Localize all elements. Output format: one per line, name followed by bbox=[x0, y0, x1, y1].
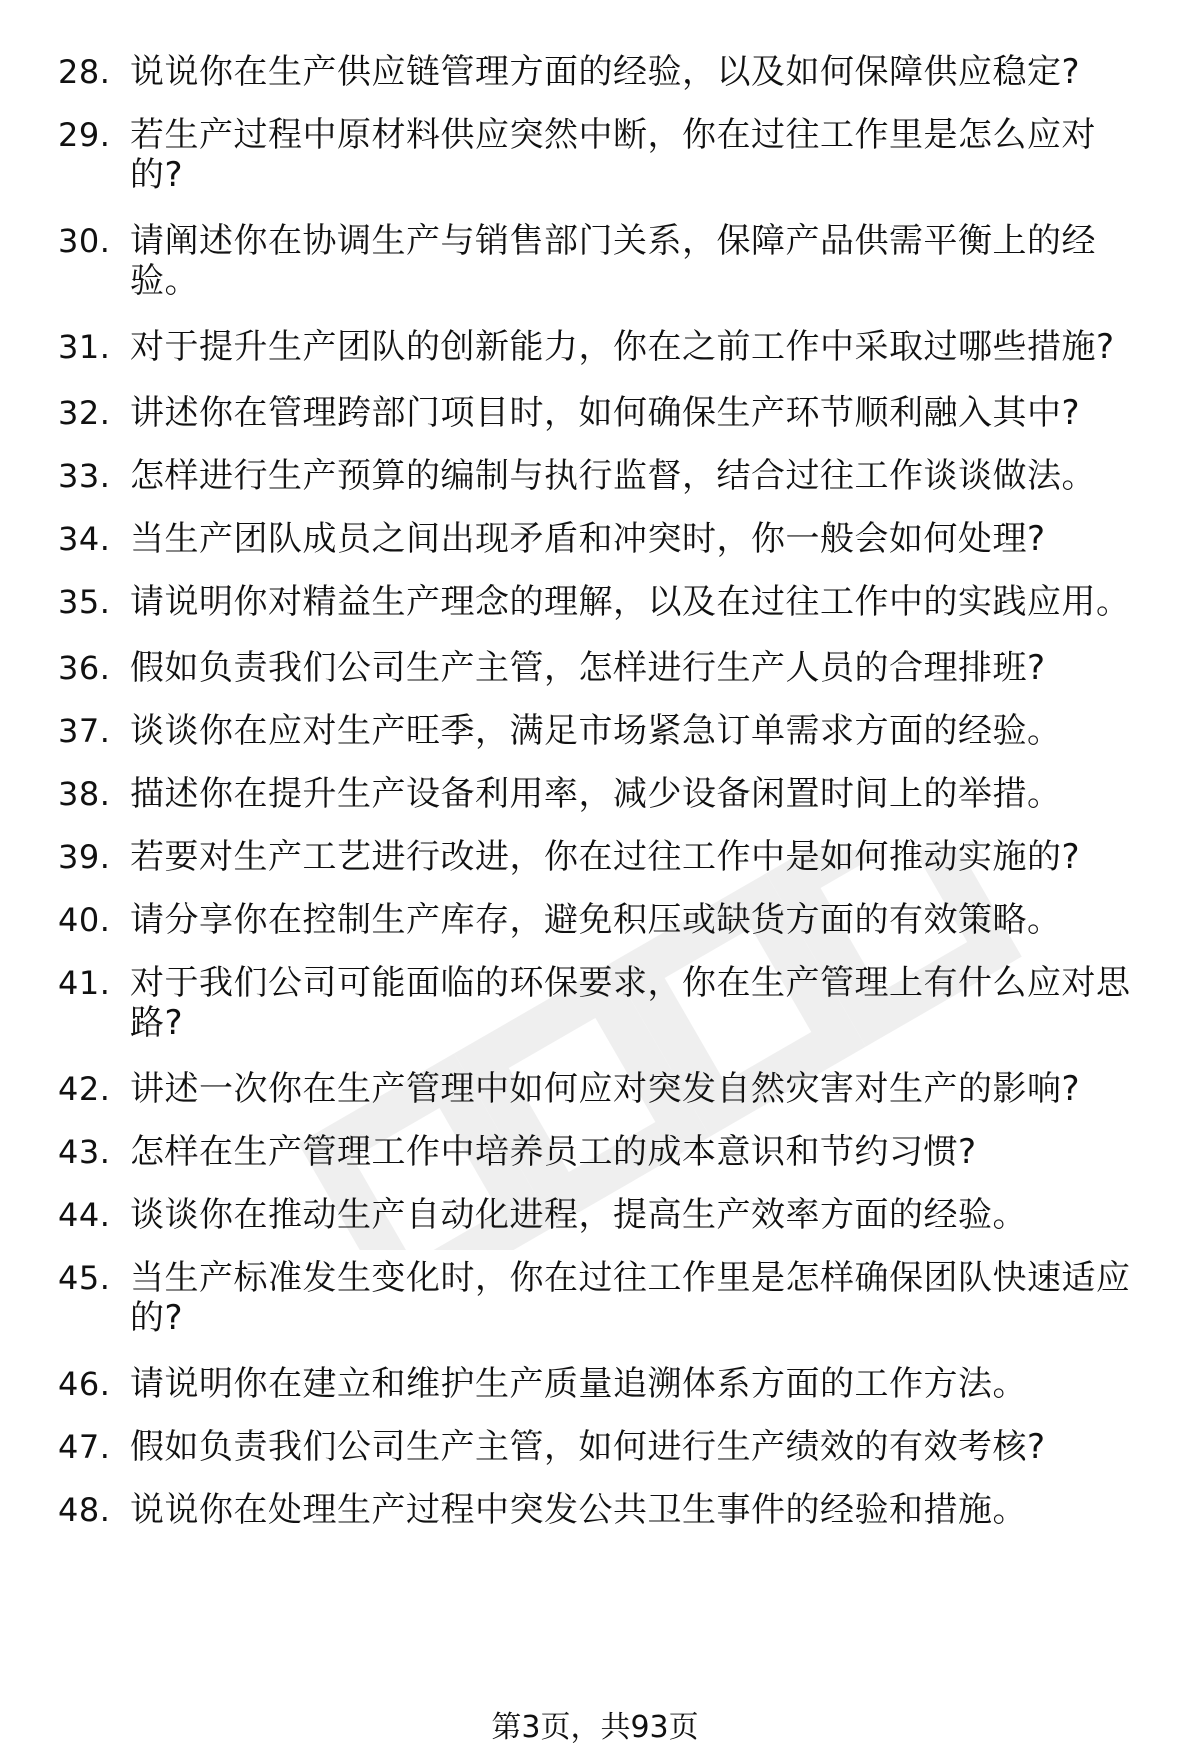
question-item bbox=[58, 1069, 1148, 1109]
question-number: 41. bbox=[58, 964, 111, 1002]
question-number: 44. bbox=[58, 1196, 111, 1234]
question-number: 36. bbox=[58, 649, 111, 687]
question-text: 说说你在生产供应链管理方面的经验，以及如何保障供应稳定? bbox=[130, 52, 1081, 92]
question-text: 描述你在提升生产设备利用率，减少设备闲置时间上的举措。 bbox=[130, 774, 1062, 814]
question-text: 对于提升生产团队的创新能力，你在之前工作中采取过哪些措施? bbox=[130, 327, 1115, 367]
page-footer: 第3页，共93页 bbox=[491, 1710, 699, 1745]
question-number: 30. bbox=[58, 222, 111, 260]
question-number: 39. bbox=[58, 838, 111, 876]
question-item bbox=[58, 837, 1148, 877]
question-item bbox=[58, 1490, 1148, 1530]
question-number: 43. bbox=[58, 1133, 111, 1171]
question-item bbox=[58, 456, 1148, 496]
question-text: 谈谈你在推动生产自动化进程，提高生产效率方面的经验。 bbox=[130, 1195, 1027, 1235]
question-number: 45. bbox=[58, 1259, 111, 1297]
question-number: 33. bbox=[58, 457, 111, 495]
question-item bbox=[58, 327, 1148, 367]
question-item bbox=[58, 1195, 1148, 1235]
question-number: 31. bbox=[58, 328, 111, 366]
question-text: 怎样在生产管理工作中培养员工的成本意识和节约习惯? bbox=[130, 1132, 977, 1172]
question-text: 请说明你在建立和维护生产质量追溯体系方面的工作方法。 bbox=[130, 1364, 1027, 1404]
question-item bbox=[58, 1132, 1148, 1172]
question-item bbox=[58, 963, 1148, 1043]
question-text: 说说你在处理生产过程中突发公共卫生事件的经验和措施。 bbox=[130, 1490, 1027, 1530]
question-number: 48. bbox=[58, 1491, 111, 1529]
question-text: 假如负责我们公司生产主管，怎样进行生产人员的合理排班? bbox=[130, 648, 1046, 688]
question-item bbox=[58, 582, 1148, 622]
question-number: 35. bbox=[58, 583, 111, 621]
question-number: 42. bbox=[58, 1070, 111, 1108]
question-item bbox=[58, 221, 1148, 301]
question-number: 29. bbox=[58, 116, 111, 154]
question-text: 请分享你在控制生产库存，避免积压或缺货方面的有效策略。 bbox=[130, 900, 1062, 940]
question-number: 40. bbox=[58, 901, 111, 939]
question-text: 当生产标准发生变化时，你在过往工作里是怎样确保团队快速适应的? bbox=[130, 1258, 1131, 1338]
question-number: 37. bbox=[58, 712, 111, 750]
question-number: 38. bbox=[58, 775, 111, 813]
question-item bbox=[58, 1427, 1148, 1467]
question-item bbox=[58, 1258, 1148, 1338]
question-item bbox=[58, 900, 1148, 940]
question-number: 46. bbox=[58, 1365, 111, 1403]
question-text: 请阐述你在协调生产与销售部门关系，保障产品供需平衡上的经验。 bbox=[130, 221, 1096, 301]
question-item bbox=[58, 393, 1148, 433]
question-text: 讲述你在管理跨部门项目时，如何确保生产环节顺利融入其中? bbox=[130, 393, 1081, 433]
question-text: 讲述一次你在生产管理中如何应对突发自然灾害对生产的影响? bbox=[130, 1069, 1081, 1109]
question-list bbox=[58, 52, 1148, 1553]
question-item bbox=[58, 648, 1148, 688]
question-text: 对于我们公司可能面临的环保要求，你在生产管理上有什么应对思路? bbox=[130, 963, 1131, 1043]
question-text: 若生产过程中原材料供应突然中断，你在过往工作里是怎么应对的? bbox=[130, 115, 1096, 195]
question-number: 47. bbox=[58, 1428, 111, 1466]
question-text: 请说明你对精益生产理念的理解，以及在过往工作中的实践应用。 bbox=[130, 582, 1131, 622]
question-item bbox=[58, 52, 1148, 92]
question-item bbox=[58, 711, 1148, 751]
question-number: 28. bbox=[58, 53, 111, 91]
question-text: 当生产团队成员之间出现矛盾和冲突时，你一般会如何处理? bbox=[130, 519, 1046, 559]
question-text: 谈谈你在应对生产旺季，满足市场紧急订单需求方面的经验。 bbox=[130, 711, 1062, 751]
question-number: 32. bbox=[58, 394, 111, 432]
question-number: 34. bbox=[58, 520, 111, 558]
question-text: 假如负责我们公司生产主管，如何进行生产绩效的有效考核? bbox=[130, 1427, 1046, 1467]
question-item bbox=[58, 115, 1148, 195]
question-item bbox=[58, 519, 1148, 559]
question-text: 怎样进行生产预算的编制与执行监督，结合过往工作谈谈做法。 bbox=[130, 456, 1096, 496]
question-item bbox=[58, 774, 1148, 814]
question-item bbox=[58, 1364, 1148, 1404]
question-text: 若要对生产工艺进行改进，你在过往工作中是如何推动实施的? bbox=[130, 837, 1081, 877]
